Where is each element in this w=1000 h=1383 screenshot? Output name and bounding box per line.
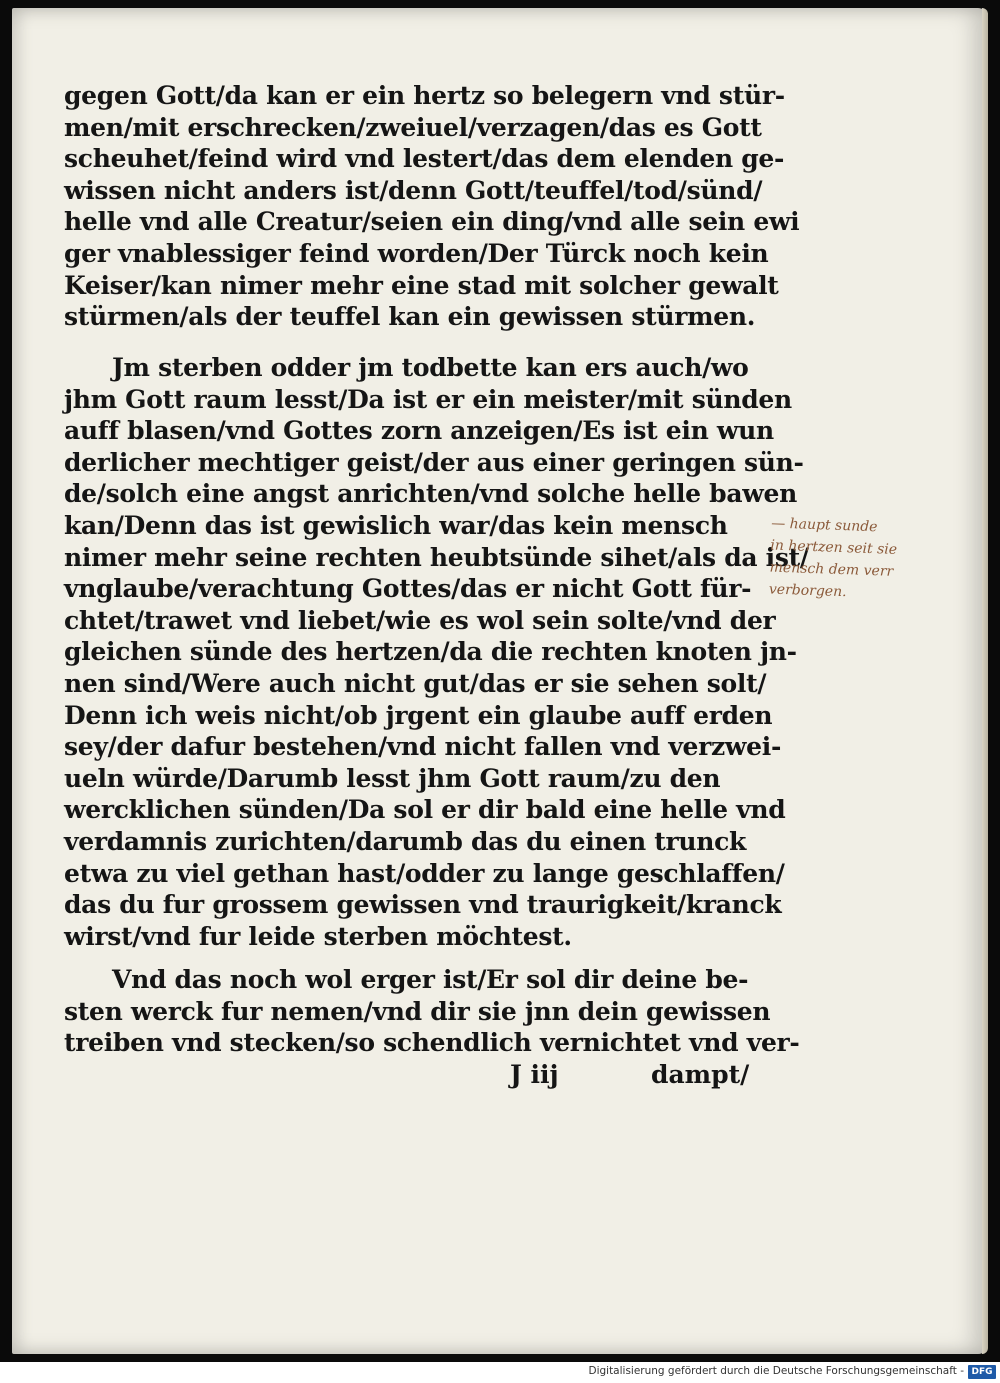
text-line: sey/der dafur bestehen/vnd nicht fallen vnd verzwei- [64, 732, 782, 762]
text-line: ger vnablessiger feind worden/Der Türck noch kein [64, 238, 769, 268]
marginal-annotation [769, 513, 972, 608]
text-line: gleichen sünde des hertzen/da die rechten knoten jn- [64, 637, 797, 667]
text-line: derlicher mechtiger geist/der aus einer geringen sün- [64, 447, 804, 477]
text-line: etwa zu viel gethan hast/odder zu lange geschlaffen/ [64, 858, 785, 888]
text-line: chtet/trawet vnd liebet/wie es wol sein solte/vnd der [64, 605, 776, 635]
text-line: verdamnis zurichten/darumb das du einen trunck [64, 826, 747, 856]
catchline [64, 1060, 764, 1092]
text-line: gegen Gott/da kan er ein hertz so belegern vnd stür- [64, 81, 785, 110]
text-line: vnglaube/verachtung Gottes/das er nicht Gott für- [64, 574, 752, 604]
text-line: scheuhet/feind wird vnd lestert/das dem elenden ge- [64, 144, 785, 174]
text-line: nimer mehr seine rechten heubtsünde sihet/als da ist/ [64, 542, 809, 572]
page-edge [982, 8, 988, 1354]
text-line: kan/Denn das ist gewislich war/das kein mensch [64, 510, 728, 540]
text-line: de/solch eine angst anrichten/vnd solche helle bawen [64, 479, 797, 509]
marginal-line: in hertzen seit sie [770, 537, 898, 558]
text-line: Vnd das noch wol erger ist/Er sol dir deine be- [112, 965, 749, 994]
dfg-logo: DFG [968, 1365, 996, 1379]
text-line: helle vnd alle Creatur/seien ein ding/vnd alle sein ewi [64, 207, 800, 237]
text-line: das du fur grossem gewissen vnd traurigkeit/kranck [64, 890, 782, 920]
catchword: dampt/ [651, 1060, 750, 1089]
text-line: men/mit erschrecken/zweiuel/verzagen/das es Gott [64, 112, 762, 142]
marginal-line: mensch dem verr [769, 559, 894, 580]
text-line: sten werck fur nemen/vnd dir sie jnn dein gewissen [64, 996, 771, 1026]
text-line: jhm Gott raum lesst/Da ist er ein meister/mit sünden [64, 384, 792, 414]
text-line: wirst/vnd fur leide sterben möchtest. [64, 921, 572, 951]
text-line: wissen nicht anders ist/denn Gott/teuffel/tod/sünd/ [64, 175, 763, 205]
text-line: auff blasen/vnd Gottes zorn anzeigen/Es ist ein wun [64, 416, 774, 446]
footer-bar [0, 1362, 1000, 1383]
paragraph-3 [64, 964, 800, 1059]
footer-credit: Digitalisierung gefördert durch die Deutsche Forschungsgemeinschaft - [588, 1365, 964, 1377]
text-line: treiben vnd stecken/so schendlich vernichtet vnd ver- [64, 1028, 800, 1058]
signature-mark: J iij [510, 1060, 559, 1089]
text-line: wercklichen sünden/Da sol er dir bald eine helle vnd [64, 795, 786, 825]
text-line: nen sind/Were auch nicht gut/das er sie sehen solt/ [64, 668, 767, 698]
text-line: Denn ich weis nicht/ob jrgent ein glaube auff erden [64, 700, 773, 730]
paragraph-1 [64, 80, 800, 333]
text-line: stürmen/als der teuffel kan ein gewissen stürmen. [64, 302, 756, 332]
marginal-line: — haupt sunde [770, 515, 878, 536]
marginal-line: verborgen. [768, 581, 847, 601]
text-line: ueln würde/Darumb lesst jhm Gott raum/zu den [64, 763, 721, 793]
text-line: Jm sterben odder jm todbette kan ers auch/wo [112, 353, 749, 382]
text-line: Keiser/kan nimer mehr eine stad mit solcher gewalt [64, 270, 779, 300]
